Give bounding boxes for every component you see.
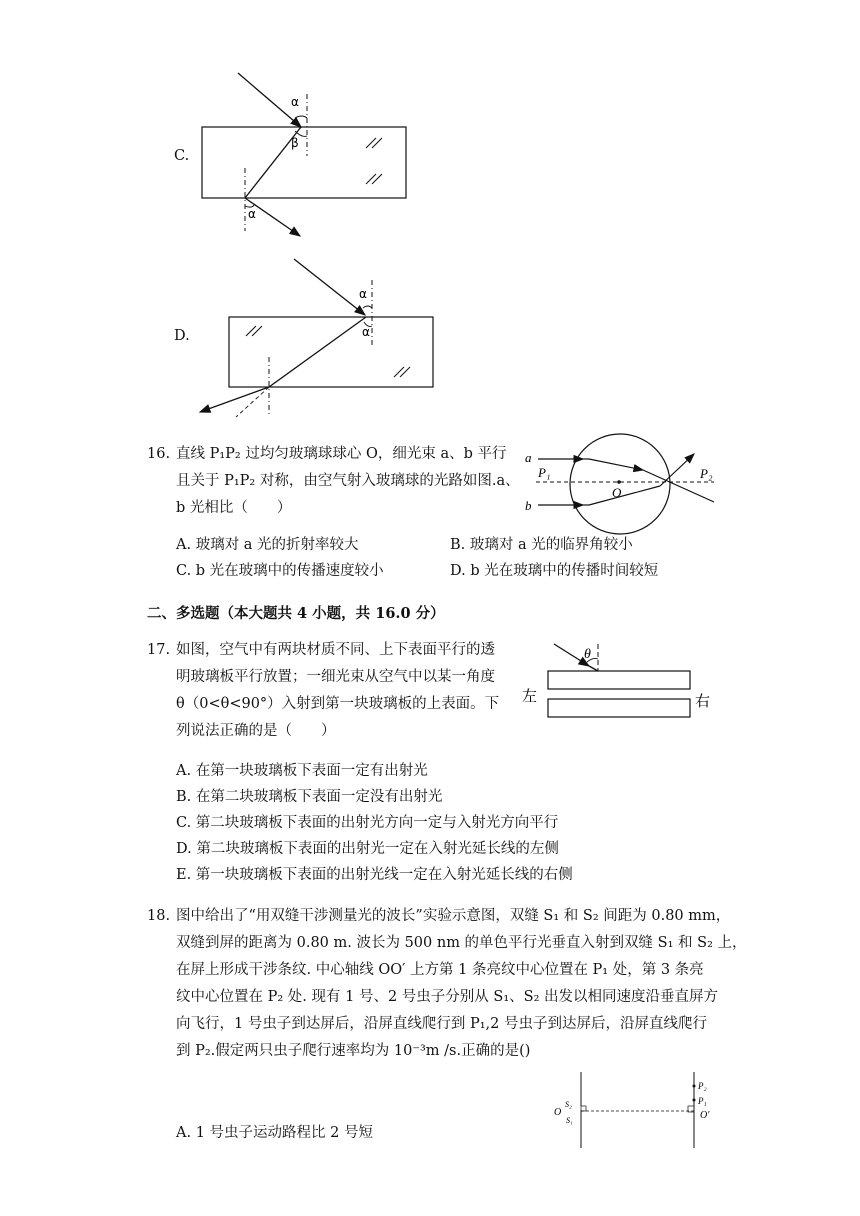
- question-number: 16.: [147, 446, 171, 462]
- label-p2: P₂: [700, 466, 713, 481]
- option-d-label: D.: [174, 328, 190, 344]
- refraction-figure-d: [196, 252, 441, 422]
- emergent-ray: [200, 387, 269, 412]
- question-text-line: 明玻璃板平行放置；一细光束从空气中以某一角度: [176, 669, 495, 685]
- option-c[interactable]: C. b 光在玻璃中的传播速度较小: [176, 563, 384, 579]
- option-a[interactable]: A. 在第一块玻璃板下表面一定有出射光: [176, 763, 428, 779]
- option-d[interactable]: D. 第二块玻璃板下表面的出射光一定在入射光延长线的左侧: [176, 841, 559, 857]
- label-p1: P₁: [538, 465, 551, 480]
- question-text-line: 且关于 P₁P₂ 对称，由空气射入玻璃球的光路如图.a、: [176, 473, 520, 489]
- angle-alpha-inner: α: [362, 325, 370, 339]
- option-e[interactable]: E. 第一块玻璃板下表面的出射光线一定在入射光延长线的右侧: [176, 867, 573, 883]
- question-text-line: 到 P₂.假定两只虫子爬行速率均为 10⁻³m /s.正确的是(): [176, 1043, 531, 1059]
- option-a[interactable]: A. 1 号虫子运动路程比 2 号短: [176, 1125, 373, 1141]
- glass-plate-2: [548, 699, 690, 717]
- refracted-ray: [269, 317, 366, 387]
- label-o: O: [554, 1107, 562, 1118]
- label-o: O: [612, 485, 622, 500]
- question-text-line: θ（0<θ<90°）入射到第一块玻璃板的上表面。下: [176, 696, 500, 712]
- label-p1: P₁: [698, 1096, 707, 1106]
- incident-ray: [294, 259, 365, 315]
- label-right: 右: [695, 692, 711, 710]
- option-b[interactable]: B. 玻璃对 a 光的临界角较小: [450, 537, 633, 553]
- glass-plate-1: [548, 671, 690, 689]
- glass-plates-figure: [518, 638, 718, 728]
- label-p2: P₂: [698, 1081, 707, 1091]
- label-o-prime: O′: [700, 1110, 710, 1121]
- question-text-line: 列说法正确的是（ ）: [176, 723, 336, 739]
- question-text-line: 如图，空气中有两块材质不同、上下表面平行的透: [176, 642, 495, 658]
- question-text-line: 双缝到屏的距离为 0.80 m. 波长为 500 nm 的单色平行光垂直入射到双缝 S₁ 和 S₂ 上，: [176, 935, 747, 951]
- angle-alpha-top: α: [291, 95, 299, 109]
- glass-hatch-marks: [366, 138, 382, 184]
- question-text-line: 纹中心位置在 P₂ 处. 现有 1 号、2 号虫子分别从 S₁、S₂ 出发以相同速度沿垂直屏方: [176, 989, 718, 1005]
- option-b[interactable]: B. 在第二块玻璃板下表面一定没有出射光: [176, 789, 443, 805]
- question-number: 18.: [147, 908, 171, 924]
- option-d[interactable]: D. b 光在玻璃中的传播时间较短: [450, 563, 659, 579]
- question-text-line: 向飞行，1 号虫子到达屏后，沿屏直线爬行到 P₁,2 号虫子到达屏后，沿屏直线爬行: [176, 1016, 707, 1032]
- label-s1: S₁: [566, 1116, 573, 1125]
- angle-alpha-bottom: α: [248, 207, 256, 221]
- option-c[interactable]: C. 第二块玻璃板下表面的出射光方向一定与入射光方向平行: [176, 815, 559, 831]
- glass-sphere: [570, 434, 670, 534]
- question-text-line: b 光相比（ ）: [176, 500, 292, 516]
- refraction-figure-c: [190, 66, 430, 246]
- glass-hatch-marks: [246, 326, 410, 377]
- double-slit-figure: [548, 1066, 728, 1156]
- question-number: 17.: [147, 642, 171, 658]
- section-title: 二、多选题（本大题共 4 小题，共 16.0 分）: [147, 605, 445, 622]
- option-a[interactable]: A. 玻璃对 a 光的折射率较大: [176, 537, 359, 553]
- angle-beta: β: [291, 136, 299, 150]
- angle-alpha-top: α: [359, 287, 367, 301]
- angle-theta: θ: [584, 647, 591, 662]
- option-c-label: C.: [174, 148, 190, 164]
- question-text-line: 在屏上形成干涉条纹. 中心轴线 OO′ 上方第 1 条亮纹中心位置在 P₁ 处，第 3 条亮: [176, 962, 704, 978]
- label-left: 左: [522, 687, 538, 705]
- glass-sphere-figure: [518, 432, 718, 542]
- label-s2: S₂: [565, 1100, 572, 1109]
- question-text-line: 直线 P₁P₂ 过均匀玻璃球球心 O，细光束 a、b 平行: [176, 446, 507, 462]
- label-a: a: [525, 450, 532, 465]
- label-b: b: [525, 498, 532, 513]
- question-text-line: 图中给出了“用双缝干涉测量光的波长”实验示意图，双缝 S₁ 和 S₂ 间距为 0.80 mm，: [176, 908, 731, 924]
